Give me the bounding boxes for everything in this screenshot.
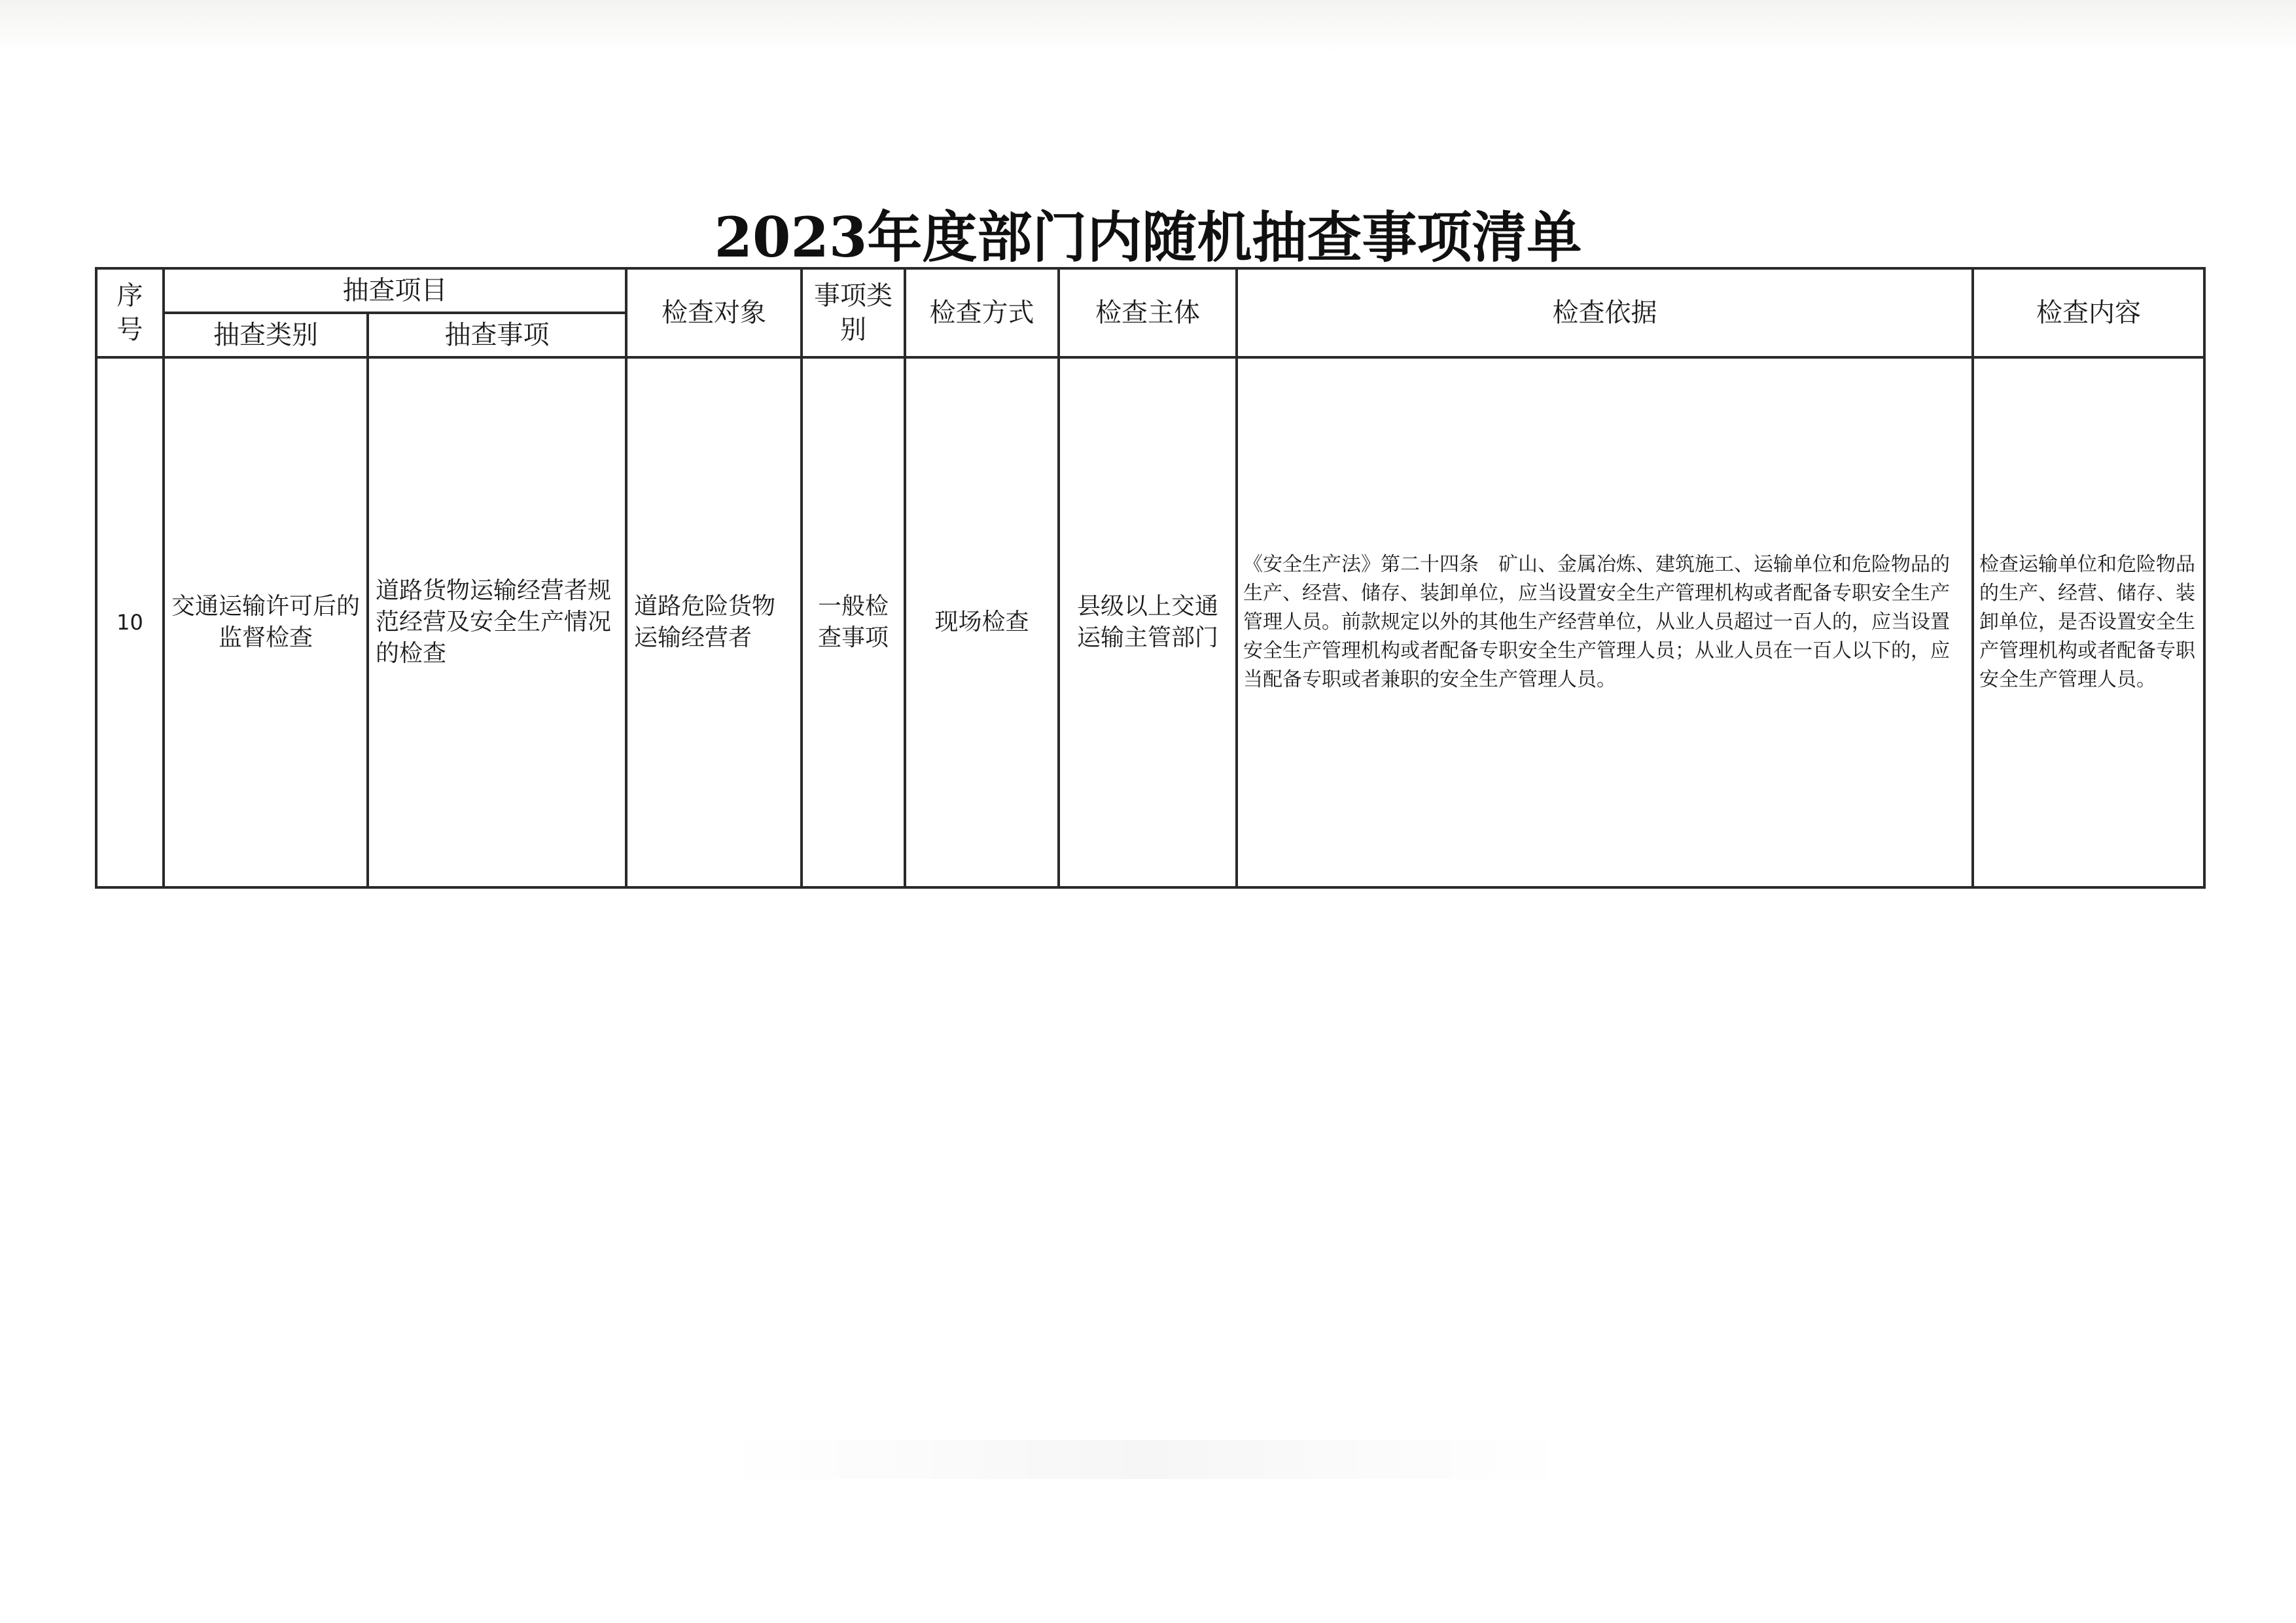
row-item-type: 一般检查事项	[802, 357, 905, 887]
header-method: 检查方式	[905, 268, 1059, 357]
header-item-group: 抽查项目	[164, 268, 626, 313]
header-seq: 序号	[96, 268, 164, 357]
header-content: 检查内容	[1973, 268, 2204, 357]
table-row	[96, 357, 2204, 887]
row-item: 道路货物运输经营者规范经营及安全生产情况的检查	[368, 357, 626, 887]
scan-edge	[0, 0, 2296, 52]
header-basis: 检查依据	[1237, 268, 1973, 357]
row-category: 交通运输许可后的监督检查	[164, 357, 368, 887]
row-target: 道路危险货物运输经营者	[626, 357, 802, 887]
inspection-table	[95, 267, 2206, 889]
page-title: 2023年度部门内随机抽查事项清单	[714, 205, 1582, 270]
header-category: 抽查类别	[164, 313, 368, 357]
row-content: 检查运输单位和危险物品的生产、经营、储存、装卸单位，是否设置安全生产管理机构或者配备专职安全生产管理人员。	[1973, 357, 2204, 887]
row-seq: 10	[96, 357, 164, 887]
row-method: 现场检查	[905, 357, 1059, 887]
row-basis: 《安全生产法》第二十四条 矿山、金属冶炼、建筑施工、运输单位和危险物品的生产、经营、储存、装卸单位，应当设置安全生产管理机构或者配备专职安全生产管理人员。前款规定以外的其他生产经营单位，从业人员超过一百人的，应当设置安全生产管理机构或者配备专职安全生产管理人员；从业人员在一百人以下的，应当配备专职或者兼职的安全生产管理人员。	[1237, 357, 1973, 887]
header-row-1	[96, 268, 2204, 313]
header-item-type: 事项类别	[802, 268, 905, 357]
header-target: 检查对象	[626, 268, 802, 357]
bleed-through-shadow	[720, 1440, 1570, 1479]
row-subject: 县级以上交通运输主管部门	[1059, 357, 1237, 887]
header-item: 抽查事项	[368, 313, 626, 357]
header-subject: 检查主体	[1059, 268, 1237, 357]
